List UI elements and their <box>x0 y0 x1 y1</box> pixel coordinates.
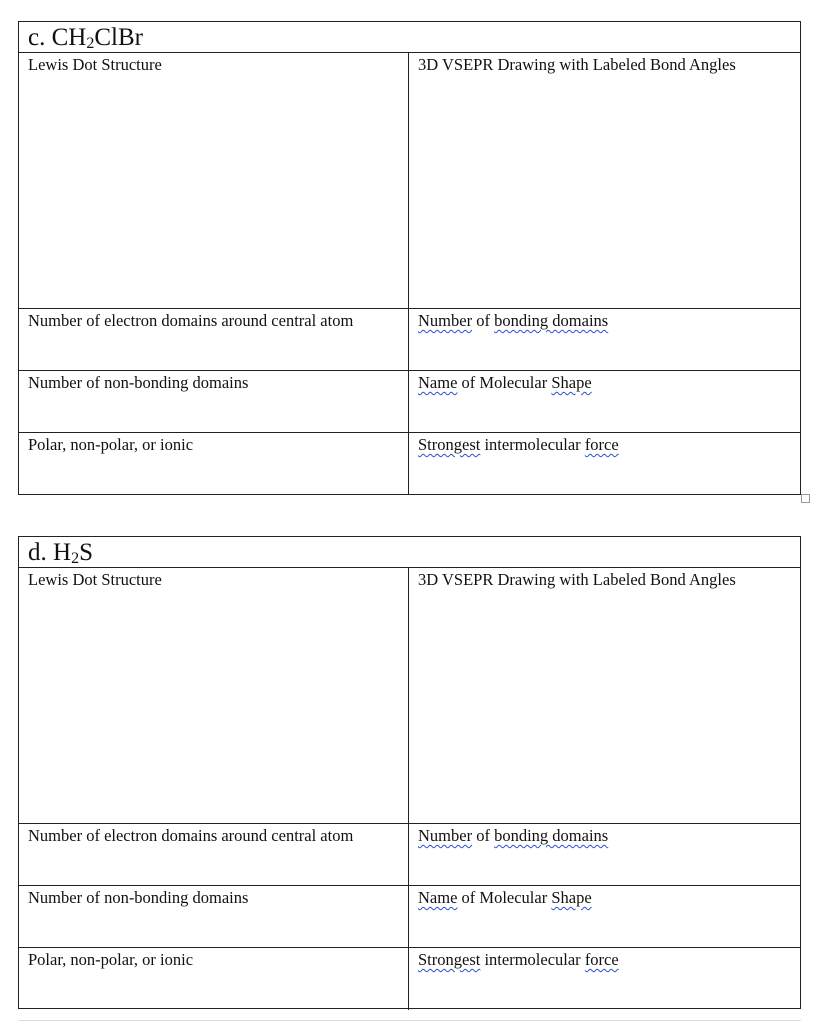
bonding-label-part1: Number <box>418 826 473 845</box>
intermolecular-force-cell[interactable] <box>409 433 800 495</box>
page-bottom-divider <box>18 1020 801 1021</box>
shape-label-part2: of Molecular <box>457 373 552 392</box>
molecular-shape-cell[interactable] <box>409 371 800 433</box>
force-label-part2: intermolecular <box>480 950 585 969</box>
vsepr-drawing-cell[interactable] <box>409 53 800 309</box>
formula-subscript: 2 <box>71 550 80 567</box>
force-label-part1: Strongest <box>418 435 481 454</box>
nonbonding-domains-cell[interactable] <box>19 371 409 433</box>
bonding-domains-cell[interactable] <box>409 309 800 371</box>
electron-domains-cell[interactable] <box>19 824 409 886</box>
vsepr-drawing-cell[interactable] <box>409 568 800 824</box>
vsepr-label: 3D VSEPR Drawing with Labeled Bond Angles <box>418 570 736 589</box>
formula-suffix: ClBr <box>94 24 143 51</box>
table-resize-handle[interactable] <box>801 494 810 503</box>
section-c-title <box>19 22 800 53</box>
shape-label-part2: of Molecular <box>457 888 552 907</box>
vsepr-label: 3D VSEPR Drawing with Labeled Bond Angles <box>418 55 736 74</box>
polarity-label: Polar, non-polar, or ionic <box>28 950 194 969</box>
bonding-label-part2: of <box>472 311 495 330</box>
shape-label-part1: Name <box>418 373 458 392</box>
force-label-part3: force <box>584 435 619 454</box>
section-c-table <box>18 21 801 495</box>
formula-prefix: d. H <box>28 539 72 566</box>
electron-domains-cell[interactable] <box>19 309 409 371</box>
lewis-structure-cell[interactable] <box>19 53 409 309</box>
shape-label-part1: Name <box>418 888 458 907</box>
section-c-grid <box>19 53 800 495</box>
electron-domains-label: Number of electron domains around central atom <box>28 311 354 330</box>
section-d-table <box>18 536 801 1009</box>
polarity-label: Polar, non-polar, or ionic <box>28 435 194 454</box>
bonding-domains-cell[interactable] <box>409 824 800 886</box>
force-label-part2: intermolecular <box>480 435 585 454</box>
section-d-grid <box>19 568 800 1010</box>
lewis-structure-cell[interactable] <box>19 568 409 824</box>
force-label-part3: force <box>584 950 619 969</box>
nonbonding-label: Number of non-bonding domains <box>28 373 249 392</box>
formula-suffix: S <box>79 539 93 566</box>
bonding-label-part3: bonding domains <box>494 311 609 330</box>
polarity-cell[interactable] <box>19 433 409 495</box>
lewis-label: Lewis Dot Structure <box>28 55 162 74</box>
intermolecular-force-cell[interactable] <box>409 948 800 1010</box>
formula-prefix: c. CH <box>28 24 87 51</box>
nonbonding-label: Number of non-bonding domains <box>28 888 249 907</box>
molecular-shape-cell[interactable] <box>409 886 800 948</box>
shape-label-part3: Shape <box>551 373 592 392</box>
polarity-cell[interactable] <box>19 948 409 1010</box>
bonding-label-part3: bonding domains <box>494 826 609 845</box>
shape-label-part3: Shape <box>551 888 592 907</box>
bonding-label-part2: of <box>472 826 495 845</box>
lewis-label: Lewis Dot Structure <box>28 570 162 589</box>
force-label-part1: Strongest <box>418 950 481 969</box>
formula-subscript: 2 <box>86 35 95 52</box>
section-d-title <box>19 537 800 568</box>
nonbonding-domains-cell[interactable] <box>19 886 409 948</box>
electron-domains-label: Number of electron domains around central atom <box>28 826 354 845</box>
bonding-label-part1: Number <box>418 311 473 330</box>
